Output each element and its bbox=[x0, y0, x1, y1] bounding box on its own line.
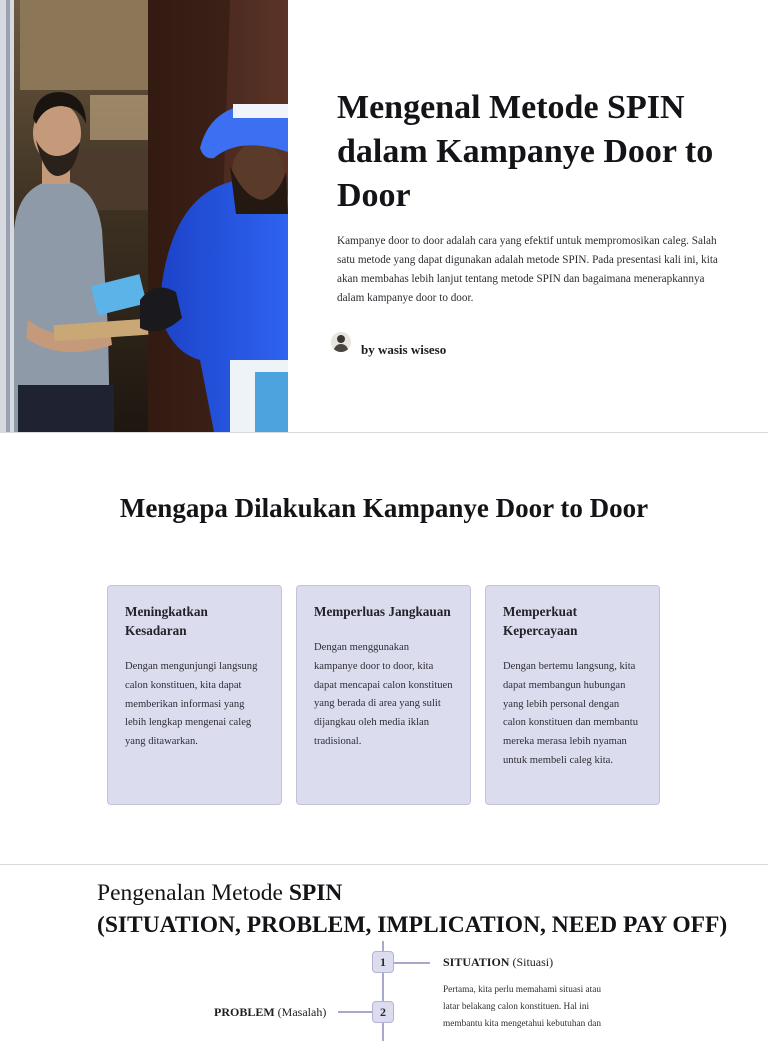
card-title: Memperkuat Kepercayaan bbox=[503, 604, 578, 638]
timeline-connector bbox=[338, 1011, 372, 1013]
step-label-rest: (Masalah) bbox=[274, 1005, 327, 1019]
card-title: Meningkatkan Kesadaran bbox=[125, 604, 208, 638]
author-name: by wasis wiseso bbox=[361, 342, 447, 357]
reason-card-trust bbox=[485, 585, 660, 805]
spin-subtitle: (SITUATION, PROBLEM, IMPLICATION, NEED PAY OFF) bbox=[97, 912, 728, 938]
door-delivery-photo bbox=[0, 0, 288, 432]
section-title: Mengapa Dilakukan Kampanye Door to Door bbox=[119, 493, 649, 523]
reason-card-awareness bbox=[107, 585, 282, 805]
spin-section-title bbox=[97, 877, 757, 941]
author-byline bbox=[331, 332, 447, 357]
avatar bbox=[331, 332, 351, 352]
card-text: Dengan mengunjungi langsung calon konstituen, kita dapat memberikan informasi yang lebih lengkap mengenai caleg yang ditawarkan. bbox=[125, 661, 258, 748]
reason-card-reach bbox=[296, 585, 471, 805]
card-text: Dengan bertemu langsung, kita dapat membangun hubungan yang lebih personal dengan calon konstituen dan membantu mereka merasa lebih nyaman untuk membeli caleg kita. bbox=[503, 661, 639, 766]
card-title: Memperluas Jangkauan bbox=[314, 604, 451, 619]
intro-description: Kampanye door to door adalah cara yang efektif untuk mempromosikan caleg. Salah satu metode yang dapat digunakan adalah metode SPIN. Pada presentasi kali ini, kita akan membahas lebih lanjut tentang metode SPIN dan bagaimana menerapkannya dalam kampanye door to door. bbox=[337, 235, 718, 304]
step-number-1: 1 bbox=[372, 951, 394, 973]
title-slide bbox=[0, 0, 768, 433]
step-label-situation bbox=[443, 955, 553, 970]
page-title: Mengenal Metode SPIN dalam Kampanye Door to Door bbox=[337, 89, 714, 214]
step-label-bold: SITUATION bbox=[443, 955, 510, 969]
step-text-situation: Pertama, kita perlu memahami situasi atau latar belakang calon konstituen. Hal ini membantu kita mengetahui kebutuhan dan bbox=[443, 985, 602, 1029]
step-label-rest: (Situasi) bbox=[509, 955, 554, 969]
step-number-2: 2 bbox=[372, 1001, 394, 1023]
step-label-bold: PROBLEM bbox=[214, 1005, 275, 1019]
spin-title-prefix: Pengenalan Metode bbox=[97, 880, 289, 906]
card-text: Dengan menggunakan kampanye door to door, kita dapat mencapai calon konstituen yang berada di area yang sulit dijangkau oleh media iklan tradisional. bbox=[314, 642, 453, 747]
timeline-connector bbox=[394, 962, 430, 964]
spin-intro-slide bbox=[0, 865, 768, 1029]
spin-title-bold: SPIN bbox=[288, 880, 343, 906]
reasons-slide bbox=[0, 433, 768, 865]
step-label-problem bbox=[214, 1005, 326, 1020]
